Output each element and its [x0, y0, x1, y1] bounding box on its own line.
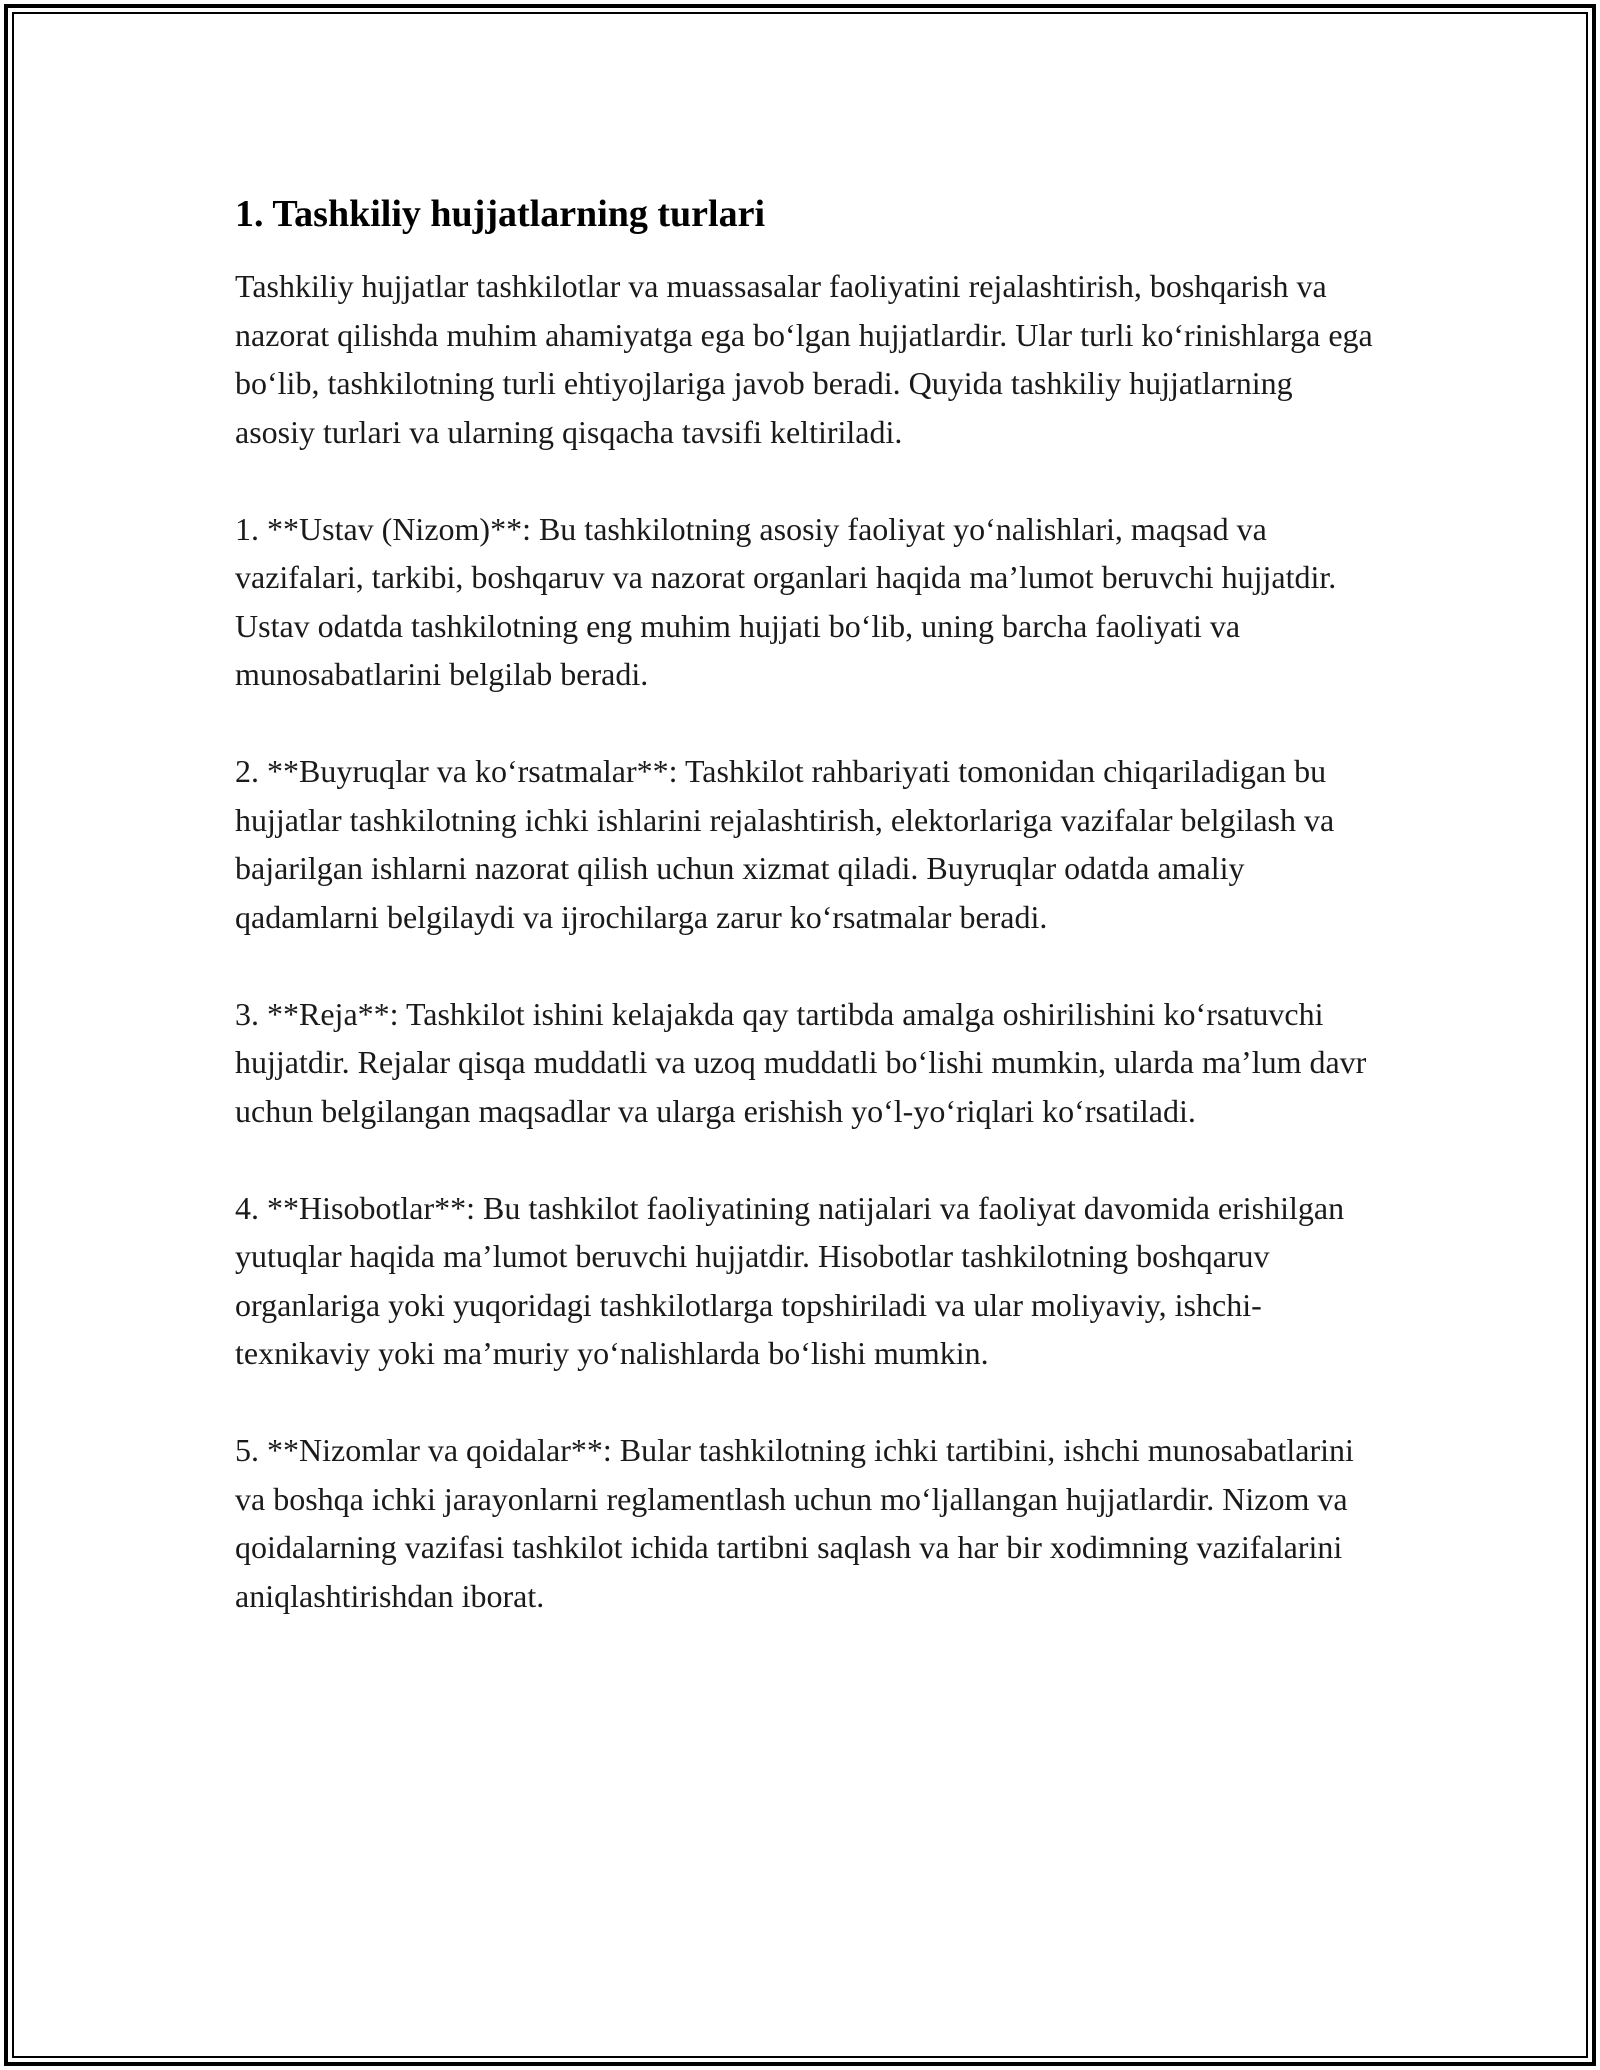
section-title: 1. Tashkiliy hujjatlarning turlari: [235, 193, 766, 235]
list-item-reja: 3. **Reja**: Tashkilot ishini kelajakda qay tartibda amalga oshirilishini ko‘rsatuvchi hujjatdir. Rejalar qisqa muddatli va uzoq muddatli bo‘lishi mumkin, ularda ma’lum davr uchun belgilangan maqsadlar va ularga erishish yo‘l-yo‘riqlari ko‘rsatiladi.: [235, 995, 1367, 1129]
list-item-ustav: 1. **Ustav (Nizom)**: Bu tashkilotning asosiy faoliyat yo‘nalishlari, maqsad va vazifalari, tarkibi, boshqaruv va nazorat organlari haqida ma’lumot beruvchi hujjatdir. Ustav odatda tashkilotning eng muhim hujjati bo‘lib, uning barcha faoliyati va munosabatlarini belgilab beradi.: [235, 510, 1337, 692]
list-item-nizomlar: 5. **Nizomlar va qoidalar**: Bular tashkilotning ichki tartibini, ishchi munosabatlarini va boshqa ichki jarayonlarni reglamentlash uchun mo‘ljallangan hujjatlardir. Nizom va qoidalarning vazifasi tashkilot ichida tartibni saqlash va har bir xodimning vazifalarini aniqlashtirishdan iborat.: [235, 1432, 1354, 1614]
document-body: [235, 188, 1375, 1669]
list-item-hisobotlar: 4. **Hisobotlar**: Bu tashkilot faoliyatining natijalari va faoliyat davomida erishilgan yutuqlar haqida ma’lumot beruvchi hujjatdir. Hisobotlar tashkilotning boshqaruv organlariga yoki yuqoridagi tashkilotlarga topshiriladi va ular moliyaviy, ishchi-texnikaviy yoki ma’muriy yo‘nalishlarda bo‘lishi mumkin.: [235, 1189, 1345, 1371]
intro-paragraph: Tashkiliy hujjatlar tashkilotlar va muassasalar faoliyatini rejalashtirish, boshqarish va nazorat qilishda muhim ahamiyatga ega bo‘lgan hujjatlardir. Ular turli ko‘rinishlarga ega bo‘lib, tashkilotning turli ehtiyojlariga javob beradi. Quyida tashkiliy hujjatlarning asosiy turlari va ularning qisqacha tavsifi keltiriladi.: [235, 268, 1373, 450]
list-item-buyruqlar: 2. **Buyruqlar va ko‘rsatmalar**: Tashkilot rahbariyati tomonidan chiqariladigan bu hujjatlar tashkilotning ichki ishlarini rejalashtirish, elektorlariga vazifalar belgilash va bajarilgan ishlarni nazorat qilish uchun xizmat qiladi. Buyruqlar odatda amaliy qadamlarni belgilaydi va ijrochilarga zarur ko‘rsatmalar beradi.: [235, 753, 1335, 935]
